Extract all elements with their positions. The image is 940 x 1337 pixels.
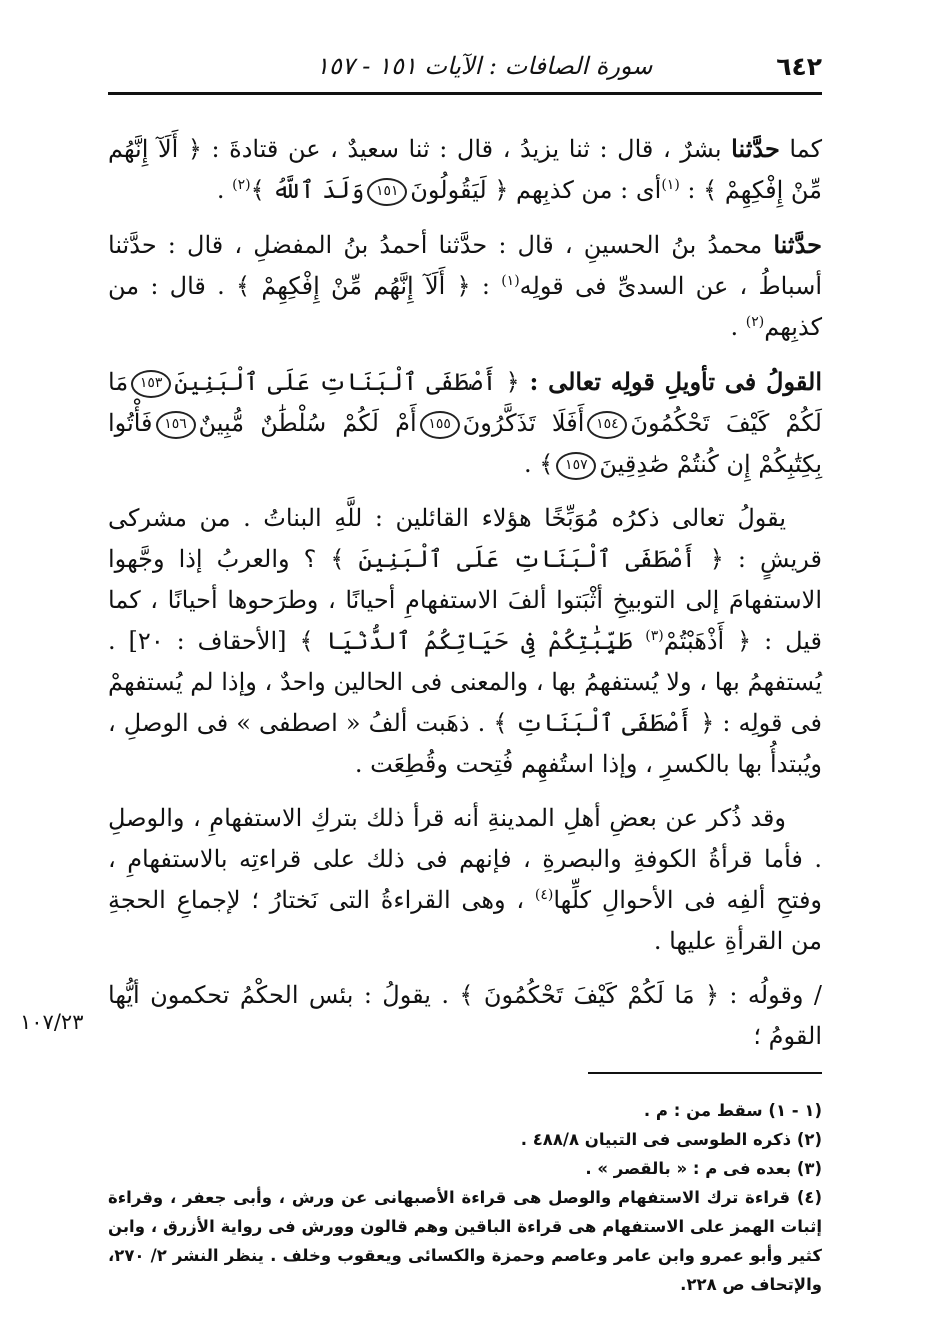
p1-text: كما [779,135,822,163]
p2-text: محمدُ بنُ الحسينِ ، قال : حدَّثنا أحمدُ بنُ المفضلِ ، قال : حدَّثنا أسباطُ ، عن السدىِّ فى قولِه [108,231,823,300]
ayah-number-marker: ١٥١ [367,178,407,206]
footnote-ref: (٣) [645,628,664,644]
ayah-number-marker: ١٥٤ [587,411,627,439]
p6-text: . يقولُ : بئس الحكْمُ تحكمون أيُّها القومُ ؛ [108,981,822,1050]
p3-quran-quote: أَمْ لَكُمْ سُلْطَٰنٌ مُّبِينٌ [198,409,417,437]
footnote-item: (٤) قراءة ترك الاستفهام والوصل هى قراءة الأصبهانى عن ورش ، وأبى جعفر ، وقراءة إثبات الهمز على الاستفهام هى قراءة الباقين وهم قالون وورش فى رواية الأزرق ، وابن كثير وأبو عمرو وابن عامر وعاصم وحمزة والكسائى ويعقوب وخلف . ينظر النشر ٢/ ٢٧٠، والإتحاف ص ٢٢٨. [108,1188,822,1294]
p3-quran-quote: أَفَلَا تَذَكَّرُونَ [462,409,585,437]
paragraph-4 [108,498,822,785]
p2-haddathana: حدَّثنا [773,230,822,259]
p4-text: ؟ والعربُ إذا وجَّهوا الاستفهامَ إلى التوبيخِ أثْبَتوا ألفَ الاستفهامِ أحيانًا ، وطرَحوها أحيانًا ، كما قيل : [108,545,823,655]
p1-haddathana: حدَّثنا [731,134,780,163]
p1-quran-quote: ﴿ لَيَقُولُونَ [410,176,509,204]
footnote-ref: (٢) [232,177,251,193]
p4-quran-quote: ﴿ أَصْطَفَى ٱلْبَنَاتِ ﴾ [493,709,715,737]
footnotes [108,1096,822,1299]
p4-quran-quote: ﴿ أَصْطَفَى ٱلْبَنَاتِ عَلَى ٱلْبَنِينَ ﴾ [330,545,724,573]
p3-quran-quote: ﴿ أَصْطَفَى ٱلْبَنَاتِ عَلَى ٱلْبَنِينَ [174,368,520,396]
p2-quran-quote: ﴿ أَلَآ إِنَّهُم مِّنْ إِفْكِهِمْ ﴾ [236,272,471,300]
ayah-number-marker: ١٥٣ [131,370,171,398]
p5-text: ، وهى القراءةُ التى نَختارُ ؛ لإجماعِ الحجةِ من القرأةِ عليها . [108,886,822,955]
footnote-item: (٣) بعده فى م : « بالقصر » . [585,1159,822,1178]
p3-quran-quote: مَا لَكُمْ كَيْفَ تَحْكُمُونَ [108,368,822,437]
p2-text: : [470,272,502,300]
p4-text: [الأحقاف : ٢٠] . يُستفهمُ بها ، ولا يُستفهمُ بها ، والمعنى فى الحالين واحدٌ ، وإذا لم يُستفهمْ فى قولِه : [108,627,823,737]
p3-quran-quote: فَأْتُوا بِكِتَٰبِكُمْ إِن كُنتُمْ صَٰدِقِينَ [108,409,822,478]
p6-quran-quote: ﴿ مَا لَكُمْ كَيْفَ تَحْكُمُونَ ﴾ [459,981,720,1009]
paragraph-1 [108,128,822,211]
paragraph-3 [108,361,822,485]
paragraph-2 [108,224,822,348]
p1-text: أى : من كذبِهم [508,176,662,204]
p4-text: . ذهَبت ألفُ « اصطفى » فى الوصلِ ، ويُبتدأُ بها بالكسرِ ، وإذا استُفهِم فُتِحت وقُطِعَت . [108,709,822,778]
p1-quran-quote: وَلَدَ ٱللَّهُ ﴾ [250,176,365,204]
p4-quran-quote: طَيِّبَٰتِكُمْ فِى حَيَاتِكُمُ ٱلدُّنْيَا ﴾ [299,627,646,655]
footnote-item: (١ - ١) سقط من : م . [643,1101,822,1120]
page-number: ٦٤٢ [776,52,822,81]
p3-quran-quote: ﴾ . [524,450,554,478]
footnote-ref: (٢) [745,314,765,330]
footnote-item: (٢) ذكره الطوسى فى التبيان ٤٨٨/٨ . [520,1130,822,1149]
footnote-ref: (١) [661,177,680,193]
footnote-ref: (١) [501,273,520,289]
margin-reference: ١٠٧/٢٣ [20,1010,84,1034]
section-heading: القولُ فى تأويلِ قولِه تعالى : [519,367,822,396]
p1-text: بشرٌ ، قال : ثنا يزيدُ ، قال : ثنا سعيدٌ ، عن قتادةَ : [201,135,732,163]
p1-text: . [216,176,233,204]
p1-text: : [679,176,704,204]
p6-text: / وقولُه : [719,981,823,1009]
footnote-divider [588,1072,822,1074]
footnote-ref: (٤) [534,887,554,903]
paragraph-5 [108,798,822,962]
main-text [108,128,822,1070]
paragraph-6 [108,975,822,1057]
p2-text: . [730,313,746,341]
ayah-number-marker: ١٥٦ [156,411,196,439]
running-title: سورة الصافات : الآيات ١٥١ - ١٥٧ [316,52,653,80]
page-header [108,48,822,95]
ayah-number-marker: ١٥٧ [556,452,596,480]
p4-text: يقولُ تعالى ذكرُه مُوَبِّخًا هؤلاء القائلين : للَّهِ البناتُ . من مشركى قريشٍ : [108,504,822,573]
ayah-number-marker: ١٥٥ [420,411,460,439]
p2-text: . قال : من كذبِهم [108,272,822,341]
p5-text: وقد ذُكر عن بعضِ أهلِ المدينةِ أنه قرأ ذلك بتركِ الاستفهامِ ، والوصلِ . فأما قرأةُ الكوفةِ والبصرةِ ، فإنهم فى ذلك على قراءتِه بالاستفهامِ ، وفتحِ ألفِه فى الأحوالِ كلِّها [108,804,822,914]
p4-quran-quote: ﴿ أَذْهَبْتُمْ [663,627,752,655]
p1-quran-quote: ﴿ أَلَآ إِنَّهُم مِّنْ إِفْكِهِمْ ﴾ [108,135,822,204]
